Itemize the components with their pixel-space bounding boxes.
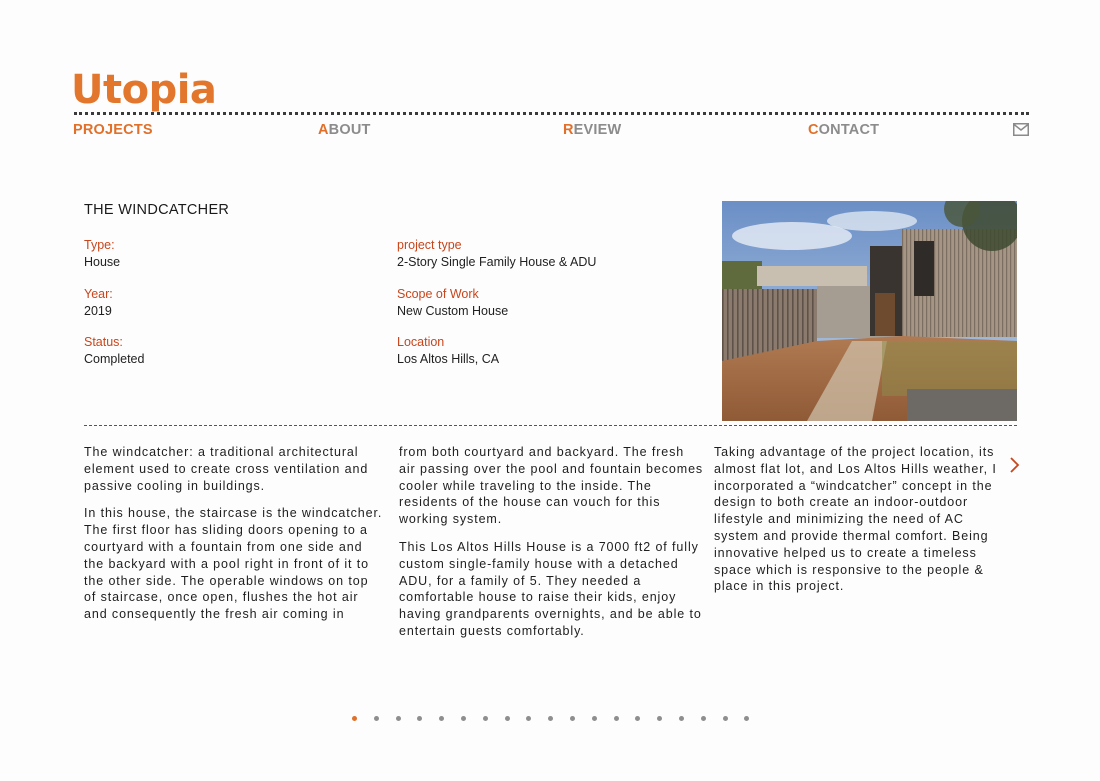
paragraph: from both courtyard and backyard. The fresh air passing over the pool and fountain becomes cooler while traveling to the inside. The residents of the house can vouch for this working system. — [399, 445, 704, 527]
pagination-dot[interactable] — [592, 716, 597, 721]
scope-value: New Custom House — [397, 304, 509, 318]
year-label: Year: — [84, 287, 113, 301]
status-label: Status: — [84, 335, 123, 349]
nav-projects[interactable] — [73, 122, 153, 138]
pagination-dot[interactable] — [723, 716, 728, 721]
nav-review[interactable] — [563, 122, 621, 138]
pagination-dot[interactable] — [679, 716, 684, 721]
location-label: Location — [397, 335, 445, 349]
nav-about-initial: A — [318, 122, 329, 138]
pagination-dot[interactable] — [548, 716, 553, 721]
nav-review-initial: R — [563, 122, 574, 138]
mail-icon[interactable] — [1013, 123, 1029, 136]
logo[interactable]: Utopia — [71, 67, 217, 113]
pagination-dot[interactable] — [635, 716, 640, 721]
chevron-right-icon[interactable] — [1009, 456, 1021, 474]
pagination-dot[interactable] — [396, 716, 401, 721]
nav-about-label: BOUT — [328, 122, 371, 138]
paragraph: In this house, the staircase is the windcatcher. The first floor has sliding doors opening to a courtyard with a fountain from one side and the backyard with a pool right in front of it to the other side. The operable windows on top of staircase, once open, flushes the hot air and consequently the fresh air coming in — [84, 506, 383, 622]
pagination-dot[interactable] — [352, 716, 357, 721]
nav-review-label: EVIEW — [573, 122, 622, 138]
pagination-dot[interactable] — [614, 716, 619, 721]
nav-projects-label: ROJECTS — [82, 122, 153, 138]
paragraph: The windcatcher: a traditional architectural element used to create cross ventilation and passive cooling in buildings. — [84, 445, 369, 493]
pagination-dot[interactable] — [374, 716, 379, 721]
nav-contact-initial: C — [808, 122, 819, 138]
pagination-dot[interactable] — [701, 716, 706, 721]
pagination-dot[interactable] — [417, 716, 422, 721]
pagination-dot[interactable] — [461, 716, 466, 721]
status-value: Completed — [84, 352, 145, 366]
year-value: 2019 — [84, 304, 112, 318]
nav-contact-label: ONTACT — [818, 122, 880, 138]
nav-about[interactable] — [318, 122, 371, 138]
nav-contact[interactable] — [808, 122, 879, 138]
pagination-dot[interactable] — [657, 716, 662, 721]
pagination-dot[interactable] — [744, 716, 749, 721]
type-label: Type: — [84, 238, 115, 252]
nav-projects-initial: P — [73, 122, 83, 138]
scope-label: Scope of Work — [397, 287, 479, 301]
paragraph: Taking advantage of the project location, its almost flat lot, and Los Altos Hills weather, I incorporated a “windcatcher” concept in the design to both create an indoor-outdoor lifestyle and minimizing the need of AC system and provide thermal comfort. Being innovative helped us to create a timeless space which is responsive to the people & place in this project. — [714, 445, 997, 594]
project-type-value: 2-Story Single Family House & ADU — [397, 255, 597, 269]
header-divider — [74, 112, 1029, 115]
project-photo — [722, 201, 1017, 421]
project-title: THE WINDCATCHER — [84, 202, 230, 218]
paragraph: This Los Altos Hills House is a 7000 ft2 of fully custom single-family house with a detached ADU, for a family of 5. They needed a comfortable house to raise their kids, enjoy having grandparents overnights, and be able to entertain guests comfortably. — [399, 539, 702, 638]
pagination-dot[interactable] — [570, 716, 575, 721]
pagination-dot[interactable] — [526, 716, 531, 721]
location-value: Los Altos Hills, CA — [397, 352, 500, 366]
pagination-dot[interactable] — [439, 716, 444, 721]
type-value: House — [84, 255, 121, 269]
description-column-2 — [399, 444, 705, 651]
pagination-dot[interactable] — [505, 716, 510, 721]
description-column-1 — [84, 444, 384, 634]
project-type-label: project type — [397, 238, 462, 252]
description-column-3 — [714, 444, 1008, 606]
pagination-dot[interactable] — [483, 716, 488, 721]
content-divider — [84, 425, 1017, 426]
